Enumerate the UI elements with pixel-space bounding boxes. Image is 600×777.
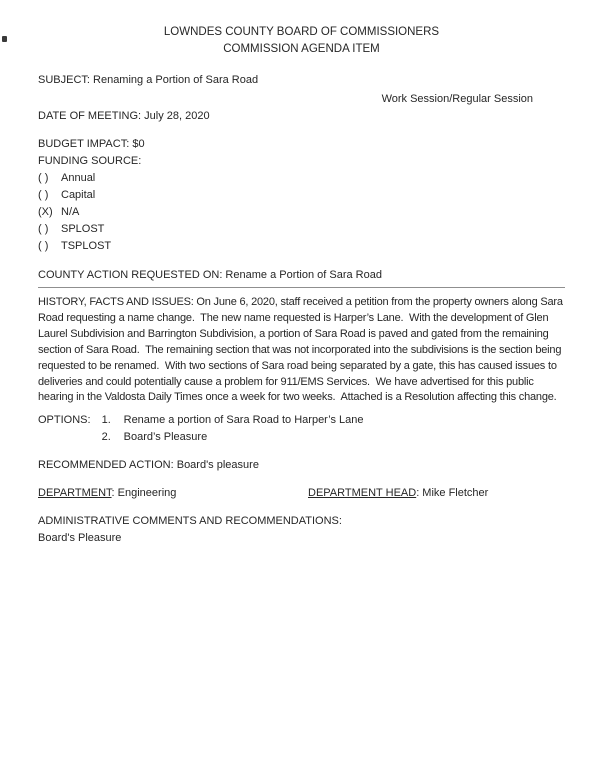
recommended-action-line: RECOMMENDED ACTION: Board's pleasure — [38, 459, 259, 472]
checkbox-mark: ( ) — [38, 189, 49, 201]
funding-option-splost — [38, 221, 565, 238]
department-head-value: : Mike Fletcher — [416, 487, 489, 500]
option-item-1 — [102, 412, 364, 429]
checkbox-mark-checked: (X) — [38, 206, 53, 218]
option-text: Rename a portion of Sara Road to Harper’s Lane — [123, 414, 364, 427]
department-field — [38, 485, 308, 502]
department-row — [38, 485, 565, 502]
option-number: 1. — [101, 414, 111, 427]
funding-option-label: Annual — [61, 172, 96, 184]
options-label: OPTIONS: — [38, 414, 94, 427]
org-title: LOWNDES COUNTY BOARD OF COMMISSIONERS — [163, 26, 440, 38]
checkbox-mark: ( ) — [38, 223, 49, 235]
options-section — [38, 412, 565, 446]
option-text: Board’s Pleasure — [123, 431, 208, 444]
admin-comments-label: ADMINISTRATIVE COMMENTS AND RECOMMENDATIONS: — [38, 515, 342, 528]
department-head-field — [308, 485, 488, 502]
options-list — [102, 412, 364, 446]
checkbox-mark: ( ) — [38, 240, 49, 252]
option-item-2 — [102, 429, 364, 446]
funding-option-na-checked — [38, 204, 565, 221]
county-action-requested-line: COUNTY ACTION REQUESTED ON: Rename a Portion of Sara Road — [38, 267, 565, 288]
funding-option-label: N/A — [61, 206, 80, 218]
department-value: : Engineering — [111, 487, 177, 500]
funding-options-list — [38, 170, 565, 255]
session-type: Work Session/Regular Session — [381, 93, 533, 105]
subject-line: SUBJECT: Renaming a Portion of Sara Road — [38, 74, 259, 86]
funding-option-label: SPLOST — [61, 223, 105, 235]
history-facts-issues-paragraph: HISTORY, FACTS AND ISSUES: On June 6, 2020, staff received a petition from the property owners along Sara Road requesting a name change. The new name requested is Harper’s Lane. With the development of Glen Laurel Subdivision and Barrington Subdivision, a portion of Sara Road is paved and gated from the remaining section of Sara Road. The remaining section that was not incorporated into the subdivisions is the section being requested to be renamed. With two sections of Sara road being separated by a gate, this has caused issues to deliveries and could potentially cause a problem for 911/EMS Services. We have advertised for this public hearing in the Valdosta Daily Times once a week for two weeks. Attached is a Resolution affecting this change. — [38, 296, 566, 404]
funding-option-label: Capital — [61, 189, 96, 201]
funding-option-annual — [38, 170, 565, 187]
funding-source-label: FUNDING SOURCE: — [38, 155, 142, 167]
admin-comments-value: Board's Pleasure — [38, 532, 122, 545]
document-header — [38, 24, 565, 58]
funding-option-tsplost — [38, 238, 565, 255]
scan-artifact — [2, 36, 7, 42]
department-head-label: DEPARTMENT HEAD — [308, 487, 417, 500]
meeting-date: DATE OF MEETING: July 28, 2020 — [38, 110, 210, 122]
department-label: DEPARTMENT — [38, 487, 112, 500]
funding-option-label: TSPLOST — [61, 240, 112, 252]
checkbox-mark: ( ) — [38, 172, 49, 184]
document-title: COMMISSION AGENDA ITEM — [223, 43, 380, 55]
funding-option-capital — [38, 187, 565, 204]
budget-impact: BUDGET IMPACT: $0 — [38, 138, 145, 150]
option-number: 2. — [101, 431, 111, 444]
